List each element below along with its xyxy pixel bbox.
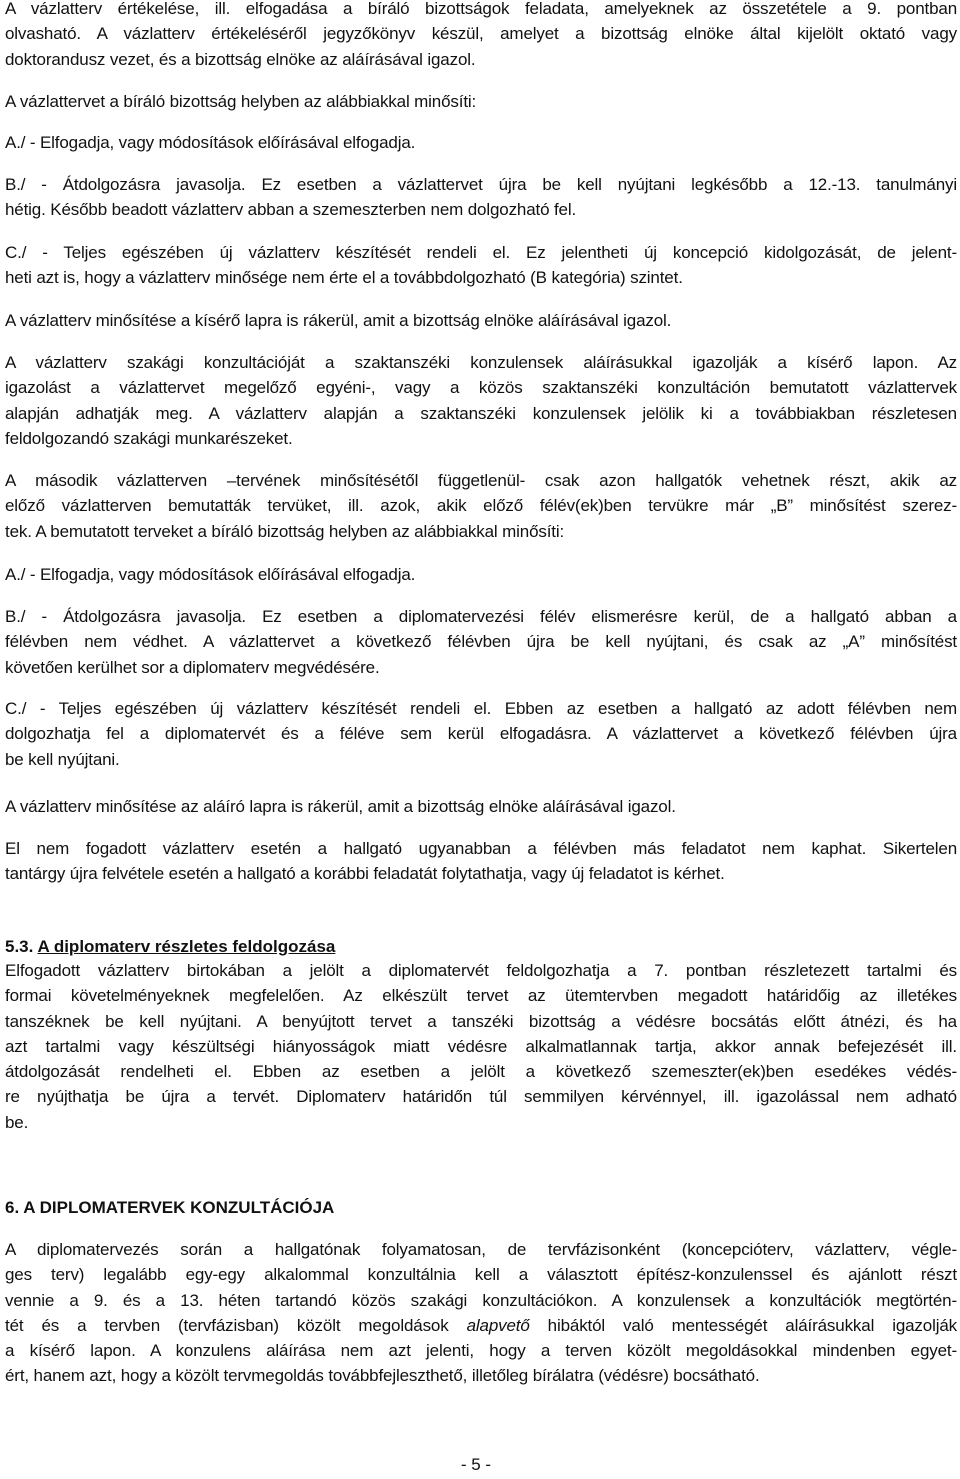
text-line: A vázlatterv minősítése a kísérő lapra is rákerül, amit a bizottság elnöke aláírásával igazol. bbox=[5, 311, 672, 330]
section-heading-6: 6. A DIPLOMATERVEK KONZULTÁCIÓJA bbox=[5, 1198, 335, 1217]
emphasis-text: alapvető bbox=[466, 1315, 530, 1335]
paragraph bbox=[5, 604, 957, 680]
text-line: formai követelményeknek megfelelően. Az elkészült tervet az ütemtervben megadott határidőig az illetékes bbox=[5, 986, 957, 1006]
text-line: re nyújthatja be újra a tervét. Diplomaterv határidőn túl semmilyen kérvénnyel, ill. igazolással nem adható bbox=[5, 1087, 957, 1107]
text-line: A diplomatervezés során a hallgatónak folyamatosan, de tervfázisonként (koncepcióterv, vázlatterv, végle- bbox=[5, 1240, 957, 1259]
text-line: tantárgy újra felvétele esetén a hallgató a korábbi feladatát folytathatja, vagy új feladatot is kérhet. bbox=[5, 864, 725, 884]
text-line: követően kerülhet sor a diplomaterv megvédésére. bbox=[5, 657, 380, 677]
text-line: B./ - Átdolgozásra javasolja. Ez esetben a diplomatervezési félév elismerésre kerül, de a hallgató abban a bbox=[5, 607, 957, 626]
section-5-3-body bbox=[5, 958, 957, 1135]
text-line: előző vázlatterven bemutatták tervüket, ill. azok, akik előző félév(ek)ben tervükre már „B” minősítést szerez- bbox=[5, 496, 957, 516]
page-number: - 5 - bbox=[460, 1455, 492, 1474]
text-line: tanszéknek be kell nyújtani. A benyújtott tervet a tanszéki bizottság a védésre bocsátás előtt átnézi, és ha bbox=[5, 1011, 957, 1031]
text-line: A vázlatterv értékelése, ill. elfogadása a bíráló bizottságok feladata, amelyeknek az összetétele a 9. pontban bbox=[5, 0, 957, 18]
paragraph bbox=[5, 696, 957, 772]
text-line: C./ - Teljes egészében új vázlatterv készítését rendeli el. Ebben az esetben a hallgató az adott félévben nem bbox=[5, 699, 957, 718]
text-line: A vázlatterv szakági konzultációját a szaktanszéki konzulensek aláírásukkal igazolják a kísérő lapon. Az bbox=[5, 353, 957, 372]
text-line: doktorandusz vezet, és a bizottság elnöke az aláírásával igazol. bbox=[5, 49, 476, 69]
text-line: A./ - Elfogadja, vagy módosítások előírásával elfogadja. bbox=[5, 133, 416, 152]
text-line: A vázlattervet a bíráló bizottság helyben az alábbiakkal minősíti: bbox=[5, 92, 477, 111]
text-line: vennie a 9. és a 13. héten tartandó közös szakági konzultációkon. A konzulensek a konzultációk megtörtén- bbox=[5, 1290, 957, 1310]
text-line: azt tartalmi vagy készültségi hiányosságok miatt védésre alkalmatlannak tartja, akkor annak befejezését ill. bbox=[5, 1036, 957, 1056]
text-line: B./ - Átdolgozásra javasolja. Ez esetben a vázlattervet újra be kell nyújtani legkésőbb a 12.-13. tanulmányi bbox=[5, 175, 957, 194]
text-line: olvasható. A vázlatterv értékeléséről jegyzőkönyv készül, amelyet a bizottság elnöke által kijelölt oktató vagy bbox=[5, 24, 957, 44]
text-line: ges terv) legalább egy-egy alkalommal konzultálnia kell a választott építész-konzulenssel és ajánlott részt bbox=[5, 1265, 957, 1285]
paragraph bbox=[5, 836, 957, 887]
paragraph bbox=[5, 240, 957, 291]
text-line: igazolást a vázlattervet megelőző egyéni-, vagy a közös szaktanszéki konzultáción bemutatott vázlattervek bbox=[5, 378, 957, 398]
text-line: átdolgozását rendelheti el. Ebben az esetben a jelölt a következő szemeszter(ek)ben esedékes védés- bbox=[5, 1062, 957, 1082]
text-line: A vázlatterv minősítése az aláíró lapra is rákerül, amit a bizottság elnöke aláírásával igazol. bbox=[5, 797, 676, 816]
text-line: be kell nyújtani. bbox=[5, 749, 120, 769]
section-heading-5-3 bbox=[5, 935, 335, 959]
paragraph bbox=[5, 308, 957, 333]
text-line: félévben nem védhet. A vázlattervet a következő félévben újra be kell nyújtani, és csak az „A” minősítést bbox=[5, 632, 957, 652]
text-line: tét és a tervben (tervfázisban) közölt megoldások alapvető hibáktól való mentességét aláírásukkal igazolják bbox=[5, 1315, 957, 1335]
section-title: A diplomaterv részletes feldolgozása bbox=[37, 937, 336, 956]
text-line: A./ - Elfogadja, vagy módosítások előírásával elfogadja. bbox=[5, 565, 416, 584]
paragraph bbox=[5, 562, 957, 587]
text-line: a kísérő lapon. A konzulens aláírása nem azt jelenti, hogy a terven közölt megoldásokkal mindenben egyet- bbox=[5, 1341, 957, 1361]
text-line: be. bbox=[5, 1112, 29, 1132]
text-line: C./ - Teljes egészében új vázlatterv készítését rendeli el. Ez jelentheti új koncepció kidolgozását, de jelent- bbox=[5, 243, 957, 262]
paragraph bbox=[5, 468, 957, 544]
section-6-body bbox=[5, 1237, 957, 1389]
text-line: dolgozhatja fel a diplomatervét és a féléve sem kerül elfogadásra. A vázlattervet a következő félévben újra bbox=[5, 724, 957, 744]
text-line: Elfogadott vázlatterv birtokában a jelölt a diplomatervét feldolgozhatja a 7. pontban részletezett tartalmi és bbox=[5, 961, 957, 980]
paragraph bbox=[5, 794, 957, 819]
text-line: alapján adhatják meg. A vázlatterv alapján a szaktanszéki konzulensek jelölik ki a továbbiakban részletesen bbox=[5, 403, 957, 423]
text-line: heti azt is, hogy a vázlatterv minősége nem érte el a továbbdolgozható (B kategória) szintet. bbox=[5, 268, 683, 288]
text-line: A második vázlatterven –tervének minősítésétől függetlenül- csak azon hallgatók vehetnek részt, akik az bbox=[5, 471, 957, 490]
paragraph bbox=[5, 350, 957, 451]
section-number: 5.3. bbox=[5, 937, 34, 956]
text-line: ért, hanem azt, hogy a közölt tervmegoldás továbbfejleszthető, illetőleg bírálatra (védésre) bocsátható. bbox=[5, 1366, 760, 1386]
paragraph bbox=[5, 0, 957, 72]
paragraph bbox=[5, 130, 957, 155]
text-line: tek. A bemutatott terveket a bíráló bizottság helyben az alábbiakkal minősíti: bbox=[5, 521, 565, 541]
text-line: feldolgozandó szakági munkarészeket. bbox=[5, 428, 293, 448]
text-line: El nem fogadott vázlatterv esetén a hallgató ugyanabban a félévben más feladatot nem kaphat. Sikertelen bbox=[5, 839, 957, 858]
text-line: hétig. Később beadott vázlatterv abban a szemeszterben nem dolgozható fel. bbox=[5, 200, 577, 220]
paragraph bbox=[5, 89, 957, 114]
paragraph bbox=[5, 172, 957, 223]
